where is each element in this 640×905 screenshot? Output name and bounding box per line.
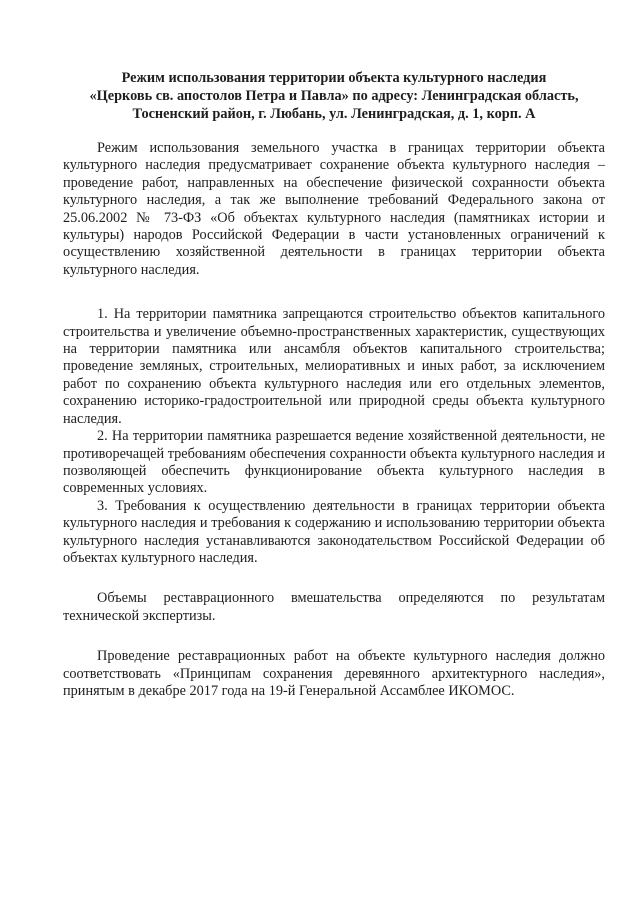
restoration-principles-paragraph: Проведение реставрационных работ на объекте культурного наследия должно соответствовать «Принципам сохранения деревянного архитектурного наследия», принятым в декабре 2017 года на 19-й Генеральной Ассамблее ИКОМОС. [63,648,605,699]
item-1-paragraph: 1. На территории памятника запрещаются строительство объектов капитального строительства и увеличение объемно-пространственных характеристик, существующих на территории памятника или ансамбля объектов капитального строительства; проведение земляных, строительных, мелиоративных и иных работ, за исключением работ по сохранению объекта культурного наследия или его отдельных элементов, сохранению историко-градостроительной или природной среды объекта культурного наследия. [63,306,605,427]
restoration-scope-paragraph: Объемы реставрационного вмешательства определяются по результатам технической экспертизы. [63,590,605,624]
title-line-3: Тосненский район, г. Любань, ул. Ленинградская, д. 1, корп. А [132,106,536,122]
document-title [63,69,605,123]
title-line-2: «Церковь св. апостолов Петра и Павла» по адресу: Ленинградская область, [89,88,579,104]
title-line-1: Режим использования территории объекта культурного наследия [121,70,547,86]
intro-paragraph: Режим использования земельного участка в границах территории объекта культурного наследия предусматривает сохранение объекта культурного наследия – проведение работ, направленных на обеспечение физической сохранности объекта культурного наследия, а так же выполнение требований Федерального закона от 25.06.2002 № 73-ФЗ «Об объектах культурного наследия (памятниках истории и культуры) народов Российской Федерации в части установленных ограничений к осуществлению хозяйственной деятельности в границах территории объекта культурного наследия. [63,140,605,278]
item-3-paragraph: 3. Требования к осуществлению деятельности в границах территории объекта культурного наследия и требования к содержанию и использованию территории объекта культурного наследия устанавливаются законодательством Российской Федерации об объектах культурного наследия. [63,497,605,566]
item-2-paragraph: 2. На территории памятника разрешается ведение хозяйственной деятельности, не противоречащей требованиям обеспечения сохранности объекта культурного наследия и позволяющей обеспечить функционирование объекта культурного наследия в современных условиях. [63,428,605,497]
